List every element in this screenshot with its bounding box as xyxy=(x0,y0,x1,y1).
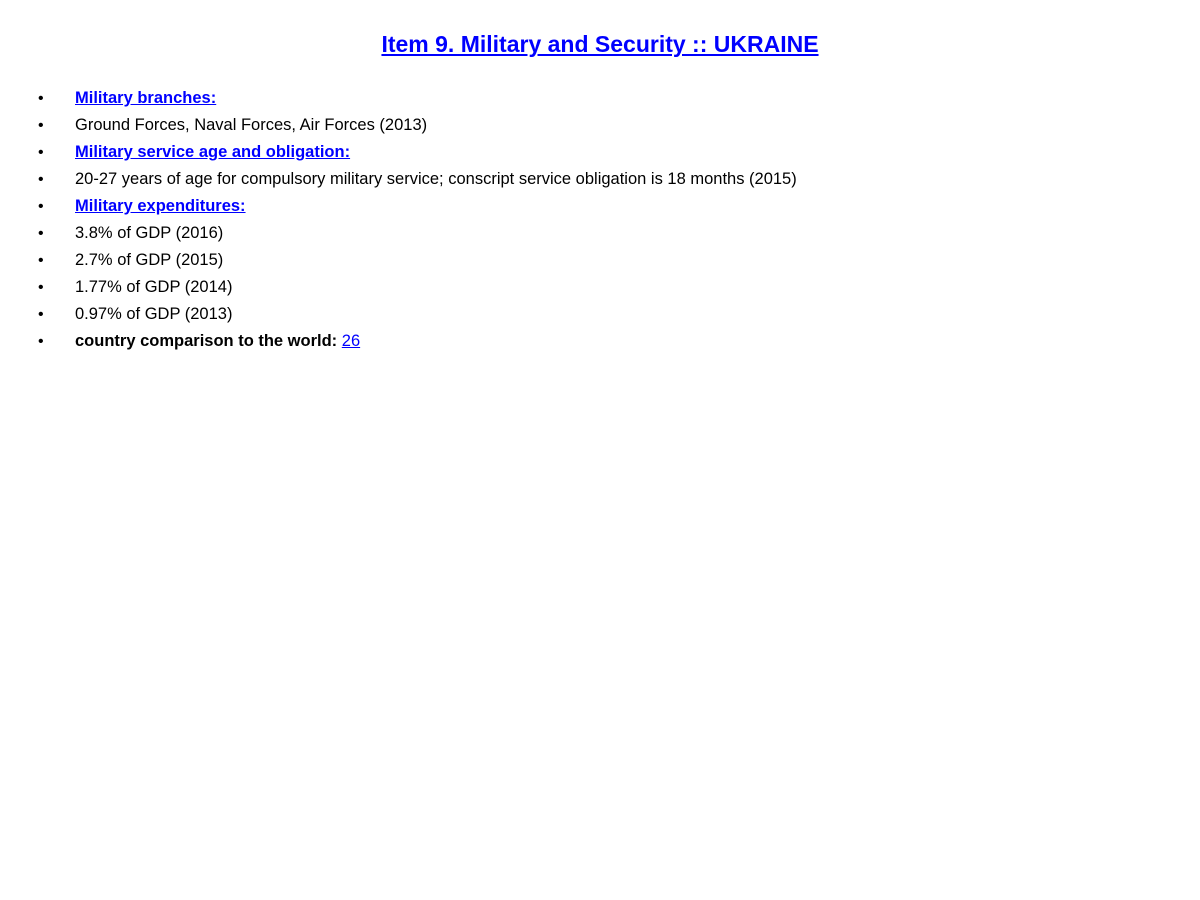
list-item xyxy=(38,274,797,301)
list-item-text: 2.7% of GDP (2015) xyxy=(75,251,224,269)
bullet-icon: • xyxy=(38,198,44,215)
list-item xyxy=(38,301,797,328)
list-item xyxy=(38,85,797,112)
title-link[interactable]: Item 9. Military and Security :: UKRAINE xyxy=(381,31,819,57)
military-service-age-link[interactable]: Military service age and obligation: xyxy=(75,143,351,161)
comparison-item xyxy=(38,328,797,355)
comparison-label: country comparison to the world: xyxy=(75,332,338,350)
bullet-icon: • xyxy=(38,279,44,296)
bullet-icon: • xyxy=(38,252,44,269)
list-item xyxy=(38,139,797,166)
bullet-icon: • xyxy=(38,90,44,107)
list-item xyxy=(38,247,797,274)
comparison-rank-link[interactable]: 26 xyxy=(341,332,361,350)
list-item-text: 0.97% of GDP (2013) xyxy=(75,305,233,323)
list-item xyxy=(38,166,797,193)
bullet-list xyxy=(38,85,797,355)
bullet-icon: • xyxy=(38,306,44,323)
list-item-text: 1.77% of GDP (2014) xyxy=(75,278,233,296)
bullet-icon: • xyxy=(38,225,44,242)
page-title xyxy=(0,28,1200,60)
list-item-text: 3.8% of GDP (2016) xyxy=(75,224,224,242)
list-item-text: Ground Forces, Naval Forces, Air Forces (2013) xyxy=(75,116,428,134)
list-item-text: 20-27 years of age for compulsory military service; conscript service obligation is 18 months (2015) xyxy=(75,170,797,188)
list-item xyxy=(38,220,797,247)
list-item xyxy=(38,193,797,220)
bullet-icon: • xyxy=(38,333,44,350)
bullet-icon: • xyxy=(38,117,44,134)
bullet-icon: • xyxy=(38,144,44,161)
military-branches-link[interactable]: Military branches: xyxy=(75,89,217,107)
military-expenditures-link[interactable]: Military expenditures: xyxy=(75,197,246,215)
bullet-icon: • xyxy=(38,171,44,188)
list-item xyxy=(38,112,797,139)
